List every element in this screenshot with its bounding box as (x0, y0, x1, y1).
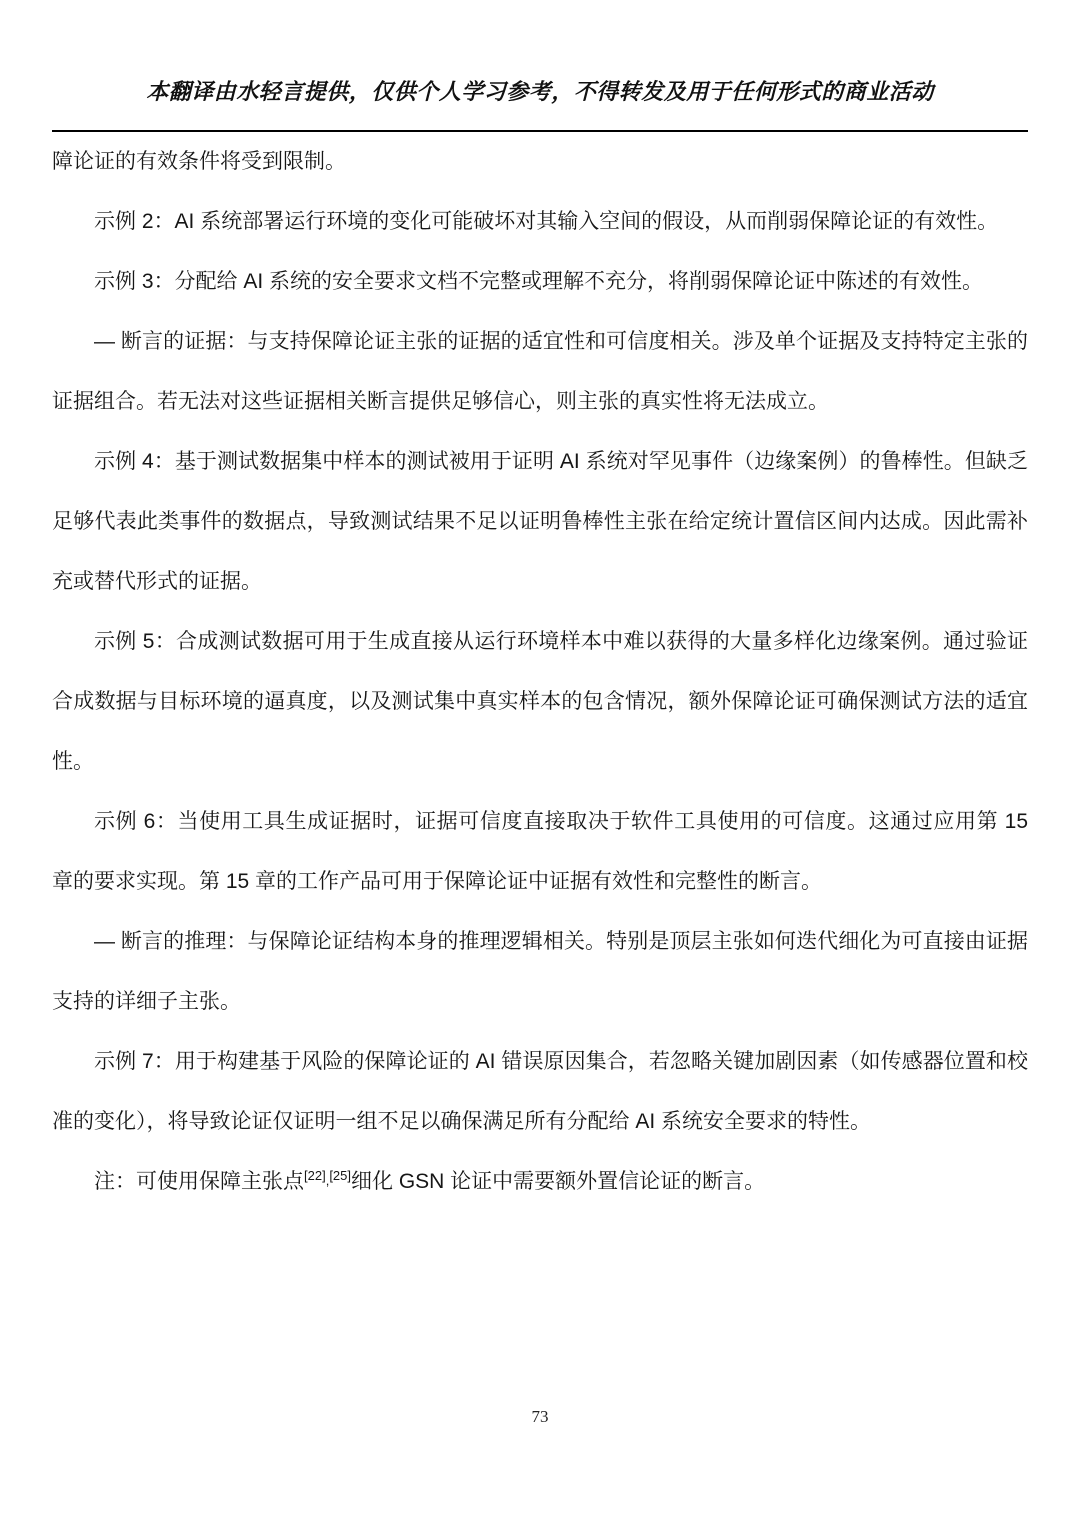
paragraph-example-3: 示例 3：分配给 AI 系统的安全要求文档不完整或理解不充分，将削弱保障论证中陈述的有效性。 (94, 270, 984, 293)
paragraph-note (52, 1152, 1028, 1212)
paragraph-example-6: 示例 6：当使用工具生成证据时，证据可信度直接取决于软件工具使用的可信度。这通过应用第 15 章的要求实现。第 15 章的工作产品可用于保障论证中证据有效性和完整性的断言。 (52, 810, 1028, 893)
document-body (52, 132, 1028, 1212)
page-number: 73 (531, 1407, 549, 1426)
paragraph-reasoning-assertion: — 断言的推理：与保障论证结构本身的推理逻辑相关。特别是顶层主张如何迭代细化为可直接由证据支持的详细子主张。 (52, 930, 1028, 1013)
page-footer (0, 1407, 1080, 1427)
paragraph-continuation: 障论证的有效条件将受到限制。 (52, 150, 346, 173)
citation-comma: , (325, 1173, 330, 1188)
paragraph-example-2: 示例 2：AI 系统部署运行环境的变化可能破坏对其输入空间的假设，从而削弱保障论证的有效性。 (94, 210, 999, 233)
paragraph-evidence-assertion: — 断言的证据：与支持保障论证主张的证据的适宜性和可信度相关。涉及单个证据及支持特定主张的证据组合。若无法对这些证据相关断言提供足够信心，则主张的真实性将无法成立。 (52, 330, 1028, 413)
paragraph-example-4: 示例 4：基于测试数据集中样本的测试被用于证明 AI 系统对罕见事件（边缘案例）的鲁棒性。但缺乏足够代表此类事件的数据点，导致测试结果不足以证明鲁棒性主张在给定统计置信区间内达成。因此需补充或替代形式的证据。 (52, 450, 1028, 593)
note-prefix: 注：可使用保障主张点 (94, 1170, 304, 1193)
translation-notice: 本翻译由水轻言提供，仅供个人学习参考，不得转发及用于任何形式的商业活动 (146, 79, 934, 104)
citation-ref-25: [25] (329, 1168, 351, 1183)
page-header (0, 0, 1080, 132)
paragraph-example-7: 示例 7：用于构建基于风险的保障论证的 AI 错误原因集合，若忽略关键加剧因素（如传感器位置和校准的变化），将导致论证仅证明一组不足以确保满足所有分配给 AI 系统安全要求的特性。 (52, 1050, 1028, 1133)
citation-ref-22: [22] (304, 1168, 326, 1183)
note-suffix: 细化 GSN 论证中需要额外置信论证的断言。 (351, 1170, 766, 1193)
paragraph-example-5: 示例 5：合成测试数据可用于生成直接从运行环境样本中难以获得的大量多样化边缘案例。通过验证合成数据与目标环境的逼真度，以及测试集中真实样本的包含情况，额外保障论证可确保测试方法的适宜性。 (52, 630, 1028, 773)
